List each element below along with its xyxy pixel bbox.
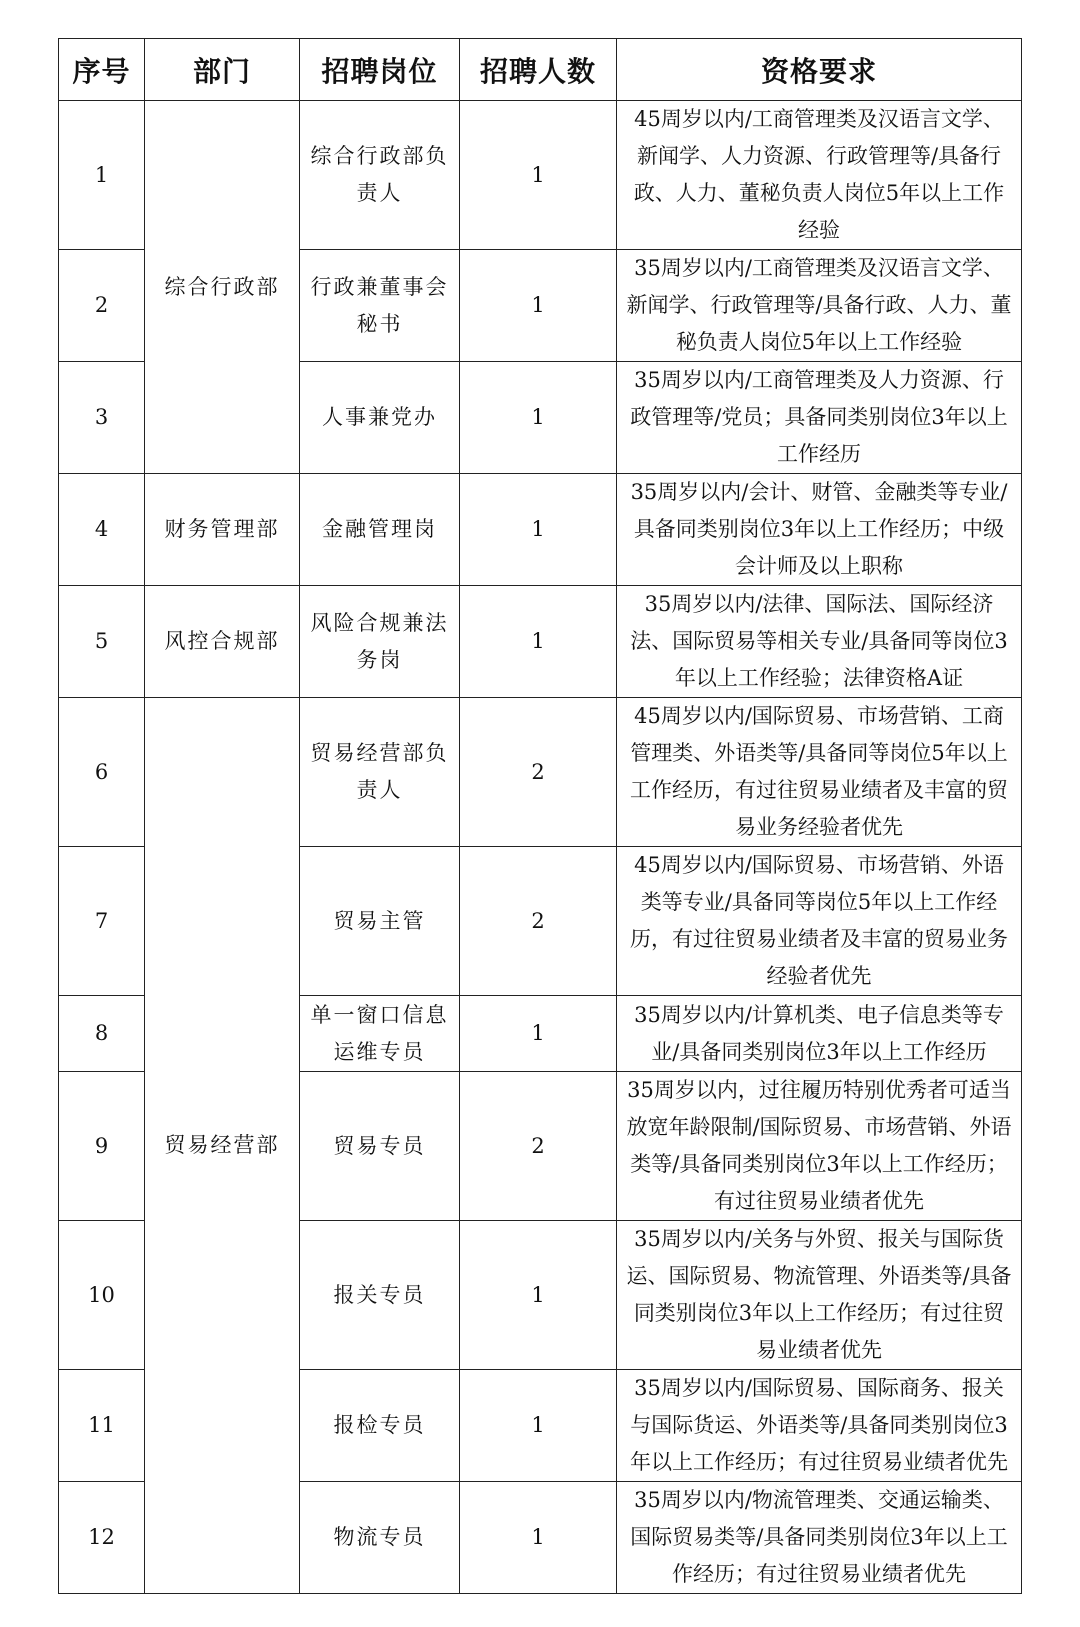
- header-department: 部门: [145, 39, 300, 101]
- position-cell: 报关专员: [300, 1221, 460, 1370]
- department-cell: 风控合规部: [145, 586, 300, 698]
- row-seq: 2: [59, 250, 145, 362]
- row-seq: 3: [59, 362, 145, 474]
- count-cell: 1: [460, 586, 617, 698]
- requirement-cell: 35周岁以内/工商管理类及人力资源、行政管理等/党员；具备同类别岗位3年以上工作经历: [617, 362, 1022, 474]
- position-cell: 单一窗口信息运维专员: [300, 996, 460, 1072]
- requirement-cell: 45周岁以内/国际贸易、市场营销、外语类等专业/具备同等岗位5年以上工作经历，有过往贸易业绩者及丰富的贸易业务经验者优先: [617, 847, 1022, 996]
- row-seq: 10: [59, 1221, 145, 1370]
- requirement-cell: 35周岁以内，过往履历特别优秀者可适当放宽年龄限制/国际贸易、市场营销、外语类等/具备同类别岗位3年以上工作经历；有过往贸易业绩者优先: [617, 1072, 1022, 1221]
- table-row: [59, 698, 1022, 847]
- position-cell: 综合行政部负责人: [300, 101, 460, 250]
- position-cell: 风险合规兼法务岗: [300, 586, 460, 698]
- count-cell: 1: [460, 1370, 617, 1482]
- requirement-cell: 45周岁以内/国际贸易、市场营销、工商管理类、外语类等/具备同等岗位5年以上工作经历，有过往贸易业绩者及丰富的贸易业务经验者优先: [617, 698, 1022, 847]
- row-seq: 6: [59, 698, 145, 847]
- table-row: [59, 101, 1022, 250]
- count-cell: 1: [460, 1482, 617, 1594]
- position-cell: 金融管理岗: [300, 474, 460, 586]
- requirement-cell: 35周岁以内/工商管理类及汉语言文学、新闻学、行政管理等/具备行政、人力、董秘负责人岗位5年以上工作经验: [617, 250, 1022, 362]
- requirement-cell: 35周岁以内/法律、国际法、国际经济法、国际贸易等相关专业/具备同等岗位3年以上工作经验；法律资格A证: [617, 586, 1022, 698]
- table-header-row: [59, 39, 1022, 101]
- requirement-cell: 35周岁以内/物流管理类、交通运输类、国际贸易类等/具备同类别岗位3年以上工作经历；有过往贸易业绩者优先: [617, 1482, 1022, 1594]
- row-seq: 4: [59, 474, 145, 586]
- department-cell: 财务管理部: [145, 474, 300, 586]
- count-cell: 1: [460, 362, 617, 474]
- header-position: 招聘岗位: [300, 39, 460, 101]
- count-cell: 2: [460, 847, 617, 996]
- department-cell: 综合行政部: [145, 101, 300, 474]
- position-cell: 贸易经营部负责人: [300, 698, 460, 847]
- count-cell: 1: [460, 250, 617, 362]
- header-requirement: 资格要求: [617, 39, 1022, 101]
- row-seq: 8: [59, 996, 145, 1072]
- count-cell: 1: [460, 1221, 617, 1370]
- requirement-cell: 35周岁以内/国际贸易、国际商务、报关与国际货运、外语类等/具备同类别岗位3年以上工作经历；有过往贸易业绩者优先: [617, 1370, 1022, 1482]
- department-cell: 贸易经营部: [145, 698, 300, 1594]
- count-cell: 2: [460, 698, 617, 847]
- position-cell: 人事兼党办: [300, 362, 460, 474]
- row-seq: 7: [59, 847, 145, 996]
- count-cell: 1: [460, 996, 617, 1072]
- position-cell: 报检专员: [300, 1370, 460, 1482]
- row-seq: 1: [59, 101, 145, 250]
- table-row: [59, 586, 1022, 698]
- requirement-cell: 35周岁以内/关务与外贸、报关与国际货运、国际贸易、物流管理、外语类等/具备同类别岗位3年以上工作经历；有过往贸易业绩者优先: [617, 1221, 1022, 1370]
- recruitment-table: [58, 38, 1022, 1594]
- count-cell: 2: [460, 1072, 617, 1221]
- position-cell: 贸易主管: [300, 847, 460, 996]
- header-count: 招聘人数: [460, 39, 617, 101]
- requirement-cell: 45周岁以内/工商管理类及汉语言文学、新闻学、人力资源、行政管理等/具备行政、人力、董秘负责人岗位5年以上工作经验: [617, 101, 1022, 250]
- row-seq: 11: [59, 1370, 145, 1482]
- position-cell: 贸易专员: [300, 1072, 460, 1221]
- count-cell: 1: [460, 474, 617, 586]
- position-cell: 物流专员: [300, 1482, 460, 1594]
- requirement-cell: 35周岁以内/计算机类、电子信息类等专业/具备同类别岗位3年以上工作经历: [617, 996, 1022, 1072]
- row-seq: 12: [59, 1482, 145, 1594]
- count-cell: 1: [460, 101, 617, 250]
- position-cell: 行政兼董事会秘书: [300, 250, 460, 362]
- row-seq: 5: [59, 586, 145, 698]
- requirement-cell: 35周岁以内/会计、财管、金融类等专业/具备同类别岗位3年以上工作经历；中级会计师及以上职称: [617, 474, 1022, 586]
- table-row: [59, 474, 1022, 586]
- row-seq: 9: [59, 1072, 145, 1221]
- header-seq: 序号: [59, 39, 145, 101]
